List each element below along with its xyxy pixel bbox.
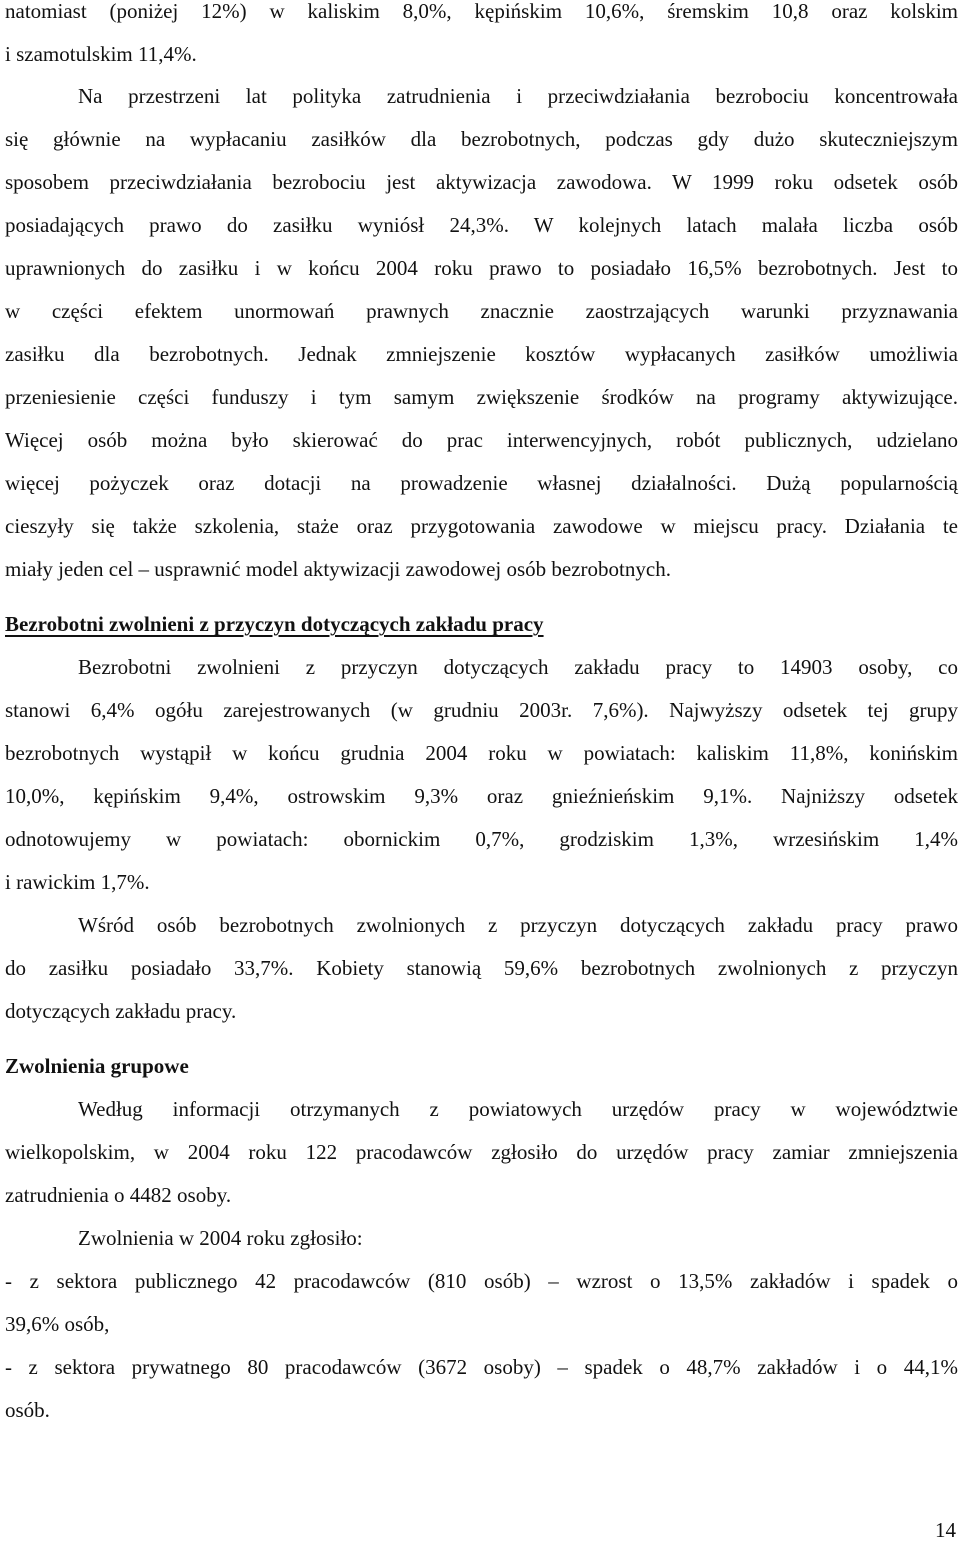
text-line: Więcej osób można było skierować do prac interwencyjnych, robót publicznych, udzielano [5,428,958,452]
text-line: przeniesienie części funduszy i tym samym zwiększenie środków na programy aktywizujące. [5,385,958,409]
text-line: wielkopolskim, w 2004 roku 122 pracodawców zgłosiło do urzędów pracy zamiar zmniejszenia [5,1140,958,1164]
text-line: natomiast (poniżej 12%) w kaliskim 8,0%, kępińskim 10,6%, śremskim 10,8 oraz kolskim [5,0,958,23]
paragraph-first-line: Na przestrzeni lat polityka zatrudnienia i przeciwdziałania bezrobociu koncentrowała [78,84,958,108]
text-line: sposobem przeciwdziałania bezrobociu jest aktywizacja zawodowa. W 1999 roku odsetek osób [5,170,958,194]
text-line: dotyczących zakładu pracy. [5,999,237,1023]
text-line: zasiłku dla bezrobotnych. Jednak zmniejszenie kosztów wypłacanych zasiłków umożliwia [5,342,958,366]
paragraph-first-line: Bezrobotni zwolnieni z przyczyn dotyczących zakładu pracy to 14903 osoby, co [78,655,958,679]
text-line: i szamotulskim 11,4%. [5,42,197,66]
list-item-continuation: osób. [5,1398,50,1422]
page-number: 14 [935,1518,956,1542]
paragraph-first-line: Zwolnienia w 2004 roku zgłosiło: [78,1226,363,1250]
text-line: miały jeden cel – usprawnić model aktywizacji zawodowej osób bezrobotnych. [5,557,671,581]
text-line: odnotowujemy w powiatach: obornickim 0,7%, grodziskim 1,3%, wrzesińskim 1,4% [5,827,958,851]
text-line: 10,0%, kępińskim 9,4%, ostrowskim 9,3% oraz gnieźnieńskim 9,1%. Najniższy odsetek [5,784,958,808]
text-line: zatrudnienia o 4482 osoby. [5,1183,232,1207]
section-heading: Bezrobotni zwolnieni z przyczyn dotyczących zakładu pracy [5,612,544,636]
text-line: i rawickim 1,7%. [5,870,150,894]
text-line: posiadających prawo do zasiłku wyniósł 24,3%. W kolejnych latach malała liczba osób [5,213,958,237]
text-line: bezrobotnych wystąpił w końcu grudnia 2004 roku w powiatach: kaliskim 11,8%, konińskim [5,741,958,765]
list-item: - z sektora publicznego 42 pracodawców (810 osób) – wzrost o 13,5% zakładów i spadek o [5,1269,958,1293]
section-heading: Zwolnienia grupowe [5,1054,189,1078]
list-item: - z sektora prywatnego 80 pracodawców (3672 osoby) – spadek o 48,7% zakładów i o 44,1% [5,1355,958,1379]
text-line: w części efektem unormowań prawnych znacznie zaostrzających warunki przyznawania [5,299,958,323]
text-line: do zasiłku posiadało 33,7%. Kobiety stanowią 59,6% bezrobotnych zwolnionych z przyczyn [5,956,958,980]
text-line: stanowi 6,4% ogółu zarejestrowanych (w grudniu 2003r. 7,6%). Najwyższy odsetek tej grupy [5,698,958,722]
text-line: cieszyły się także szkolenia, staże oraz przygotowania zawodowe w miejscu pracy. Działania te [5,514,958,538]
list-item-continuation: 39,6% osób, [5,1312,110,1336]
text-line: uprawnionych do zasiłku i w końcu 2004 roku prawo to posiadało 16,5% bezrobotnych. Jest to [5,256,958,280]
paragraph-first-line: Wśród osób bezrobotnych zwolnionych z przyczyn dotyczących zakładu pracy prawo [78,913,958,937]
text-line: się głównie na wypłacaniu zasiłków dla bezrobotnych, podczas gdy dużo skuteczniejszym [5,127,958,151]
text-line: więcej pożyczek oraz dotacji na prowadzenie własnej działalności. Dużą popularnością [5,471,958,495]
paragraph-first-line: Według informacji otrzymanych z powiatowych urzędów pracy w województwie [78,1097,958,1121]
